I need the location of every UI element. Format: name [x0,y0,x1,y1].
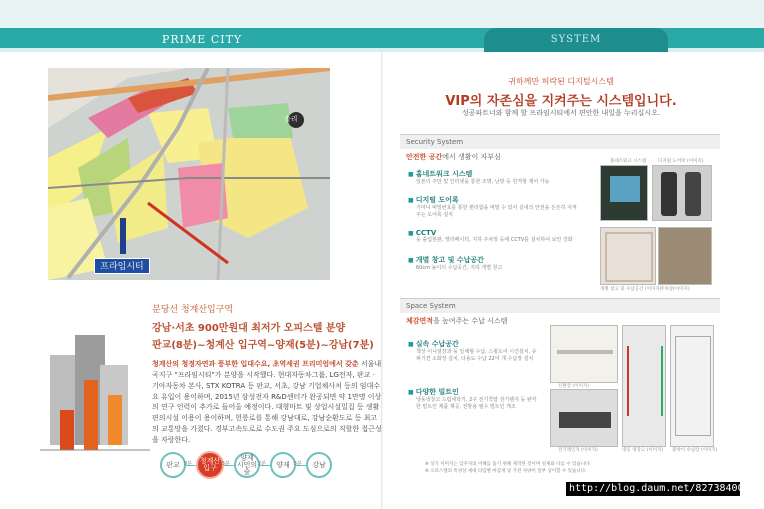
route-gap-time: 8분 [184,460,193,467]
photo-fridge [670,325,714,447]
security-item [408,169,578,186]
photo-closet [622,325,666,447]
right-kicker: 귀하께만 허락된 디지털시스템 [508,77,614,86]
caption: 개별 창고 및 수납공간 (이미지) [600,287,662,292]
security-section [400,134,720,292]
footnote: ※ 오피스텔의 특성상 세대 타입별 마감재 및 가전 사양이 일부 상이할 수 있습니다. [425,468,587,474]
caption: 디지털 도어락 (이미지) [658,159,704,164]
item-desc: 등 출입현관, 엘리베이터, 지하 주차장 등에 CCTV를 설치하여 보안 강화 [416,237,573,243]
space-subtitle-bold: 체감면적 [406,317,434,325]
item-desc: 일본의 주안 및 인터넷을 통한 조명, 난방 등 원격항 제어 가능 [416,179,550,185]
security-item [408,195,578,219]
item-desc: 기마니 비밀번호를 통한 편리함을 비밀 수 있어 실내의 안전을 든든히 지켜주는 도어록 설치 [416,205,577,218]
map-place-label: 솔리 [284,115,298,123]
route-gap [258,460,270,467]
space-item [408,339,540,363]
route-gap [222,460,234,467]
item-desc: 60cm 높이의 수납공간, 지하 개별 창고 [416,265,503,271]
photo-parking [658,227,712,285]
route-gap [294,460,306,467]
security-item [408,229,578,244]
item-title: ■ 홈네트워크 시스템 [408,169,578,179]
route-gap [184,460,196,467]
copy-line-2: 강남·서초 900만원대 최저가 오피스텔 분양 [152,323,346,334]
route-gap-time: 5분 [294,460,303,467]
photo-door-lock [652,165,712,221]
item-title: ■ 다양한 빌트인 [408,387,540,397]
footnote: ※ 상기 이미지는 입주자의 이해를 돕기 위해 제작된 것이며 실제와 다를 수 있습니다. [425,462,591,467]
route-steps [160,451,332,479]
route-step: 양재 시민의숲 [234,452,260,478]
caption: 주차장(이미지) [660,287,690,292]
caption: 냉동 냉장고 (이미지) [622,448,664,453]
right-subhead: 성공파트너와 함께 할 프라임시티에서 편안한 내일을 누리십시오. [461,109,661,117]
location-map [48,68,330,280]
photo-shoe-cabinet [550,325,618,383]
item-title: ■ 개별 창고 및 수납공간 [408,255,578,265]
space-subtitle-rest: 을 높여주는 수납 시스템 [433,317,508,325]
item-title: ■ CCTV [408,229,578,237]
photo-home-network [600,165,648,221]
item-title: ■ 디지털 도어록 [408,195,578,205]
right-headline: VIP의 자존심을 지켜주는 시스템입니다. [445,94,677,109]
copy-body-highlight: 청계산의 청정자연과 풍부한 입대수요, 초역세권 프리미엄에서 갖춘 [152,360,359,368]
route-step: 양재 [270,452,296,478]
route-step: 판교 [160,452,186,478]
photo-range [550,389,618,447]
space-item [408,387,540,411]
security-subtitle-bold: 안전한 공간 [406,153,443,161]
left-copy [152,302,382,446]
building-illustration [40,325,150,455]
copy-line-3: 판교(8분)~청계산 입구역~양재(5분)~강남(7분) [152,340,374,351]
map-site-label: 프라임시티 [94,258,150,274]
item-title: ■ 실속 수납공간 [408,339,540,349]
caption: 홈네트워크 시스템 [610,159,647,164]
route-step-current: 청계산 입구 [196,451,224,479]
caption: 신발장 (이미지) [558,384,590,389]
copy-line-1: 분당선 청계산입구역 [152,305,234,315]
security-title: Security System [400,135,720,149]
copy-body-text: 서울내곡지구 "프라임시티"가 분양을 시작했다. 현대자동차그룹, LG전자, 판교 · 기아자동차 본사, STX KOTRA 등 판교, 서초, 강남 기업체사처 등의 임대수요 유입이 용이하며, 2015년 삼성전자 R&D센터가 완공되면 약 1만명 이상의 연구 인력이 추가로 들어올 예정이다. 대형마트 및 상업시설밀집 등 생활편의시설 이용이 용이하며, 헌릉로를 통해 강남대로, 강남순환도로 등 최고의 교통망을 가졌다. 경부고속도로로 수도권 주요 도심으로의 직할한 접근성을 자랑한다. [152,360,382,444]
space-section [400,298,720,458]
footnotes [425,462,725,476]
item-desc: 냉동냉장고 드럼세탁기, 2구 전기쿡탑 전기렌지 등 완각한 빌트인 제품 제공, 전방용 필수 빌트인 개조 [416,397,537,410]
right-page-title: SYSTEM [484,28,668,52]
item-desc: 책상 이니셜장과 등 일체형 수납, 스윙도어 시건설치, 슈퍼기견 소화장 설치, 다용도 수납 22여 개 수납장 설치 [416,349,537,362]
route-gap-time: 2분 [258,460,267,467]
caption: 붙박이 수납장 (이미지) [672,448,718,453]
route-gap-time: 5분 [222,460,231,467]
photo-storage [600,227,656,285]
caption: 전기레인지 (이미지) [558,448,598,453]
security-item [408,255,578,272]
route-step: 강남 [306,452,332,478]
watermark: http://blog.daum.net/82738400 [566,482,740,496]
security-subtitle-rest: 에서 생활이 자부심 [442,153,501,161]
left-page-title: PRIME CITY [162,33,243,46]
space-title: Space System [400,299,720,313]
copy-body [152,359,382,446]
